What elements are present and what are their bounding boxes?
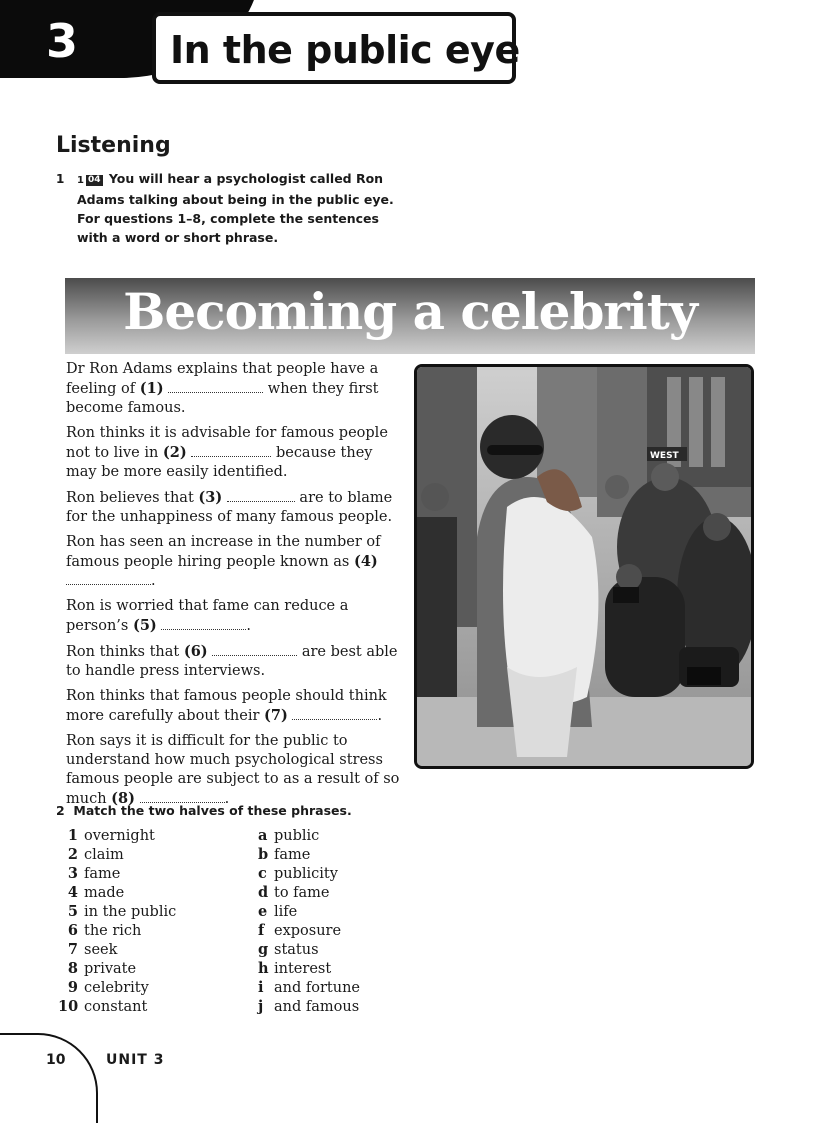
answer-gap[interactable] <box>292 709 377 720</box>
match-item-letter: i <box>258 979 264 996</box>
match-item-letter: d <box>258 884 269 901</box>
match-item-text: overnight <box>84 828 155 844</box>
match-right-item <box>258 997 360 1016</box>
gap-number: (7) <box>264 707 288 724</box>
match-item-letter: j <box>258 998 264 1015</box>
sentence-text: Ron thinks it is advisable for famous people not to live in <box>66 425 388 461</box>
match-item-text: life <box>274 904 298 920</box>
match-right-item <box>258 921 360 940</box>
match-list-right <box>258 826 360 1016</box>
sentence-text-end: . <box>224 791 230 807</box>
unit-number: 3 <box>46 14 79 68</box>
gap-number: (3) <box>198 489 223 506</box>
sentence-completion-list <box>66 360 404 815</box>
match-item-letter: c <box>258 865 267 882</box>
match-item-text: celebrity <box>84 980 149 996</box>
answer-gap[interactable] <box>168 382 263 393</box>
audio-track-icon: 04 <box>87 175 101 185</box>
match-item-text: fame <box>84 866 121 882</box>
match-item-number: 9 <box>67 979 78 996</box>
answer-gap[interactable] <box>66 574 151 585</box>
unit-title-box <box>152 12 520 84</box>
match-item-number: 1 <box>67 827 78 844</box>
match-item-letter: e <box>258 903 268 920</box>
match-left-item <box>58 883 176 902</box>
answer-gap[interactable] <box>191 446 271 457</box>
match-right-item <box>258 864 360 883</box>
match-item-letter: h <box>258 960 269 977</box>
match-item-text: seek <box>84 942 118 958</box>
answer-gap[interactable] <box>227 491 295 502</box>
sentence-text-end: are best able to handle press interviews. <box>66 644 398 679</box>
gap-number: (8) <box>111 790 135 807</box>
gap-number: (5) <box>132 617 157 634</box>
match-left-item <box>58 864 176 883</box>
match-item-number: 10 <box>58 998 79 1015</box>
question-2-text: Match the two halves of these phrases. <box>73 803 352 818</box>
match-item-text: claim <box>84 847 124 863</box>
sentence-item <box>66 597 404 636</box>
match-right-item <box>258 959 360 978</box>
match-right-item <box>258 845 360 864</box>
match-item-text: fame <box>274 847 311 863</box>
sentence-text: Ron has seen an increase in the number of famous people hiring people known as <box>66 534 381 570</box>
question-1-instructions <box>77 169 407 247</box>
match-item-text: constant <box>84 999 148 1015</box>
match-item-text: public <box>274 828 320 844</box>
match-left-item <box>58 826 176 845</box>
sentence-item <box>66 424 404 482</box>
match-item-text: and fortune <box>274 980 360 996</box>
match-item-number: 3 <box>67 865 78 882</box>
sentence-text: Ron says it is difficult for the public to understand how much psychological stress famous people are subject to as a result of so much <box>66 733 400 807</box>
match-item-text: publicity <box>274 866 338 882</box>
match-item-text: status <box>274 942 319 958</box>
sentence-text-end: . <box>377 708 383 724</box>
sentence-text: Ron thinks that <box>66 644 184 660</box>
audio-cd-number: 1 <box>77 175 84 186</box>
sentence-item <box>66 642 404 681</box>
match-item-number: 5 <box>67 903 78 920</box>
question-1-number: 1 <box>56 172 65 186</box>
match-left-item <box>58 940 176 959</box>
match-item-text: the rich <box>84 923 142 939</box>
sentence-item <box>66 533 404 591</box>
match-right-item <box>258 902 360 921</box>
sentence-text-end: . <box>246 618 251 634</box>
match-item-text: interest <box>274 961 332 977</box>
article-title: Becoming a celebrity <box>123 282 697 341</box>
unit-title: In the public eye <box>170 28 520 72</box>
match-left-item <box>58 978 176 997</box>
match-item-text: to fame <box>274 885 330 901</box>
match-item-letter: g <box>258 941 269 958</box>
sentence-item <box>66 488 404 527</box>
sentence-text: Ron believes that <box>66 490 199 506</box>
match-item-number: 6 <box>67 922 78 939</box>
sentence-text-end: . <box>151 573 156 589</box>
match-item-number: 8 <box>67 960 78 977</box>
question-2-number: 2 <box>56 803 65 818</box>
match-right-item <box>258 826 360 845</box>
match-item-text: and famous <box>274 999 360 1015</box>
question-1-text: You will hear a psychologist called Ron Adams talking about being in the public eye. For questions 1–8, complete the sentences with a word or short phrase. <box>77 171 394 245</box>
footer-unit-text: UNIT <box>106 1052 148 1068</box>
answer-gap[interactable] <box>161 619 246 630</box>
match-left-item <box>58 997 176 1016</box>
sentence-text-end: are to blame for the unhappiness of many famous people. <box>66 490 393 525</box>
sentence-text-end: because they may be more easily identified. <box>66 445 373 480</box>
gap-number: (6) <box>183 643 208 660</box>
match-left-item <box>58 845 176 864</box>
match-right-item <box>258 940 360 959</box>
match-item-text: exposure <box>274 923 342 939</box>
answer-gap[interactable] <box>212 645 297 656</box>
section-heading-listening: Listening <box>56 133 171 158</box>
article-banner <box>65 278 755 354</box>
match-left-item <box>58 921 176 940</box>
gap-number: (1) <box>139 380 164 397</box>
sentence-text: Ron is worried that fame can reduce a person’s <box>66 598 349 634</box>
sentence-item <box>66 687 404 726</box>
sentence-item <box>66 732 404 809</box>
gap-number: (2) <box>162 444 187 461</box>
match-right-item <box>258 883 360 902</box>
match-item-letter: b <box>258 846 269 863</box>
sentence-text-end: when they first become famous. <box>66 381 379 416</box>
match-item-number: 2 <box>67 846 78 863</box>
match-item-text: made <box>84 885 125 901</box>
sentence-text: Ron thinks that famous people should think more carefully about their <box>66 688 387 724</box>
page-number: 10 <box>46 1052 66 1068</box>
footer-unit-label <box>106 1052 164 1068</box>
match-list-left <box>58 826 176 1016</box>
sentence-text: Dr Ron Adams explains that people have a feeling of <box>66 361 379 397</box>
gap-number: (4) <box>353 553 378 570</box>
sentence-item <box>66 360 404 418</box>
footer-unit-number: 3 <box>153 1052 165 1068</box>
match-item-text: private <box>84 961 137 977</box>
match-left-item <box>58 959 176 978</box>
street-sign-text: WEST <box>650 451 679 461</box>
celebrity-photo <box>414 364 754 769</box>
match-item-text: in the public <box>84 904 177 920</box>
match-item-number: 7 <box>67 941 78 958</box>
question-2-instructions <box>56 803 352 818</box>
photo-illustration <box>417 367 751 766</box>
footer-curve <box>0 1033 98 1123</box>
answer-gap[interactable] <box>140 792 225 803</box>
match-item-number: 4 <box>67 884 78 901</box>
match-left-item <box>58 902 176 921</box>
match-right-item <box>258 978 360 997</box>
match-item-letter: a <box>258 827 268 844</box>
match-item-letter: f <box>258 922 265 939</box>
